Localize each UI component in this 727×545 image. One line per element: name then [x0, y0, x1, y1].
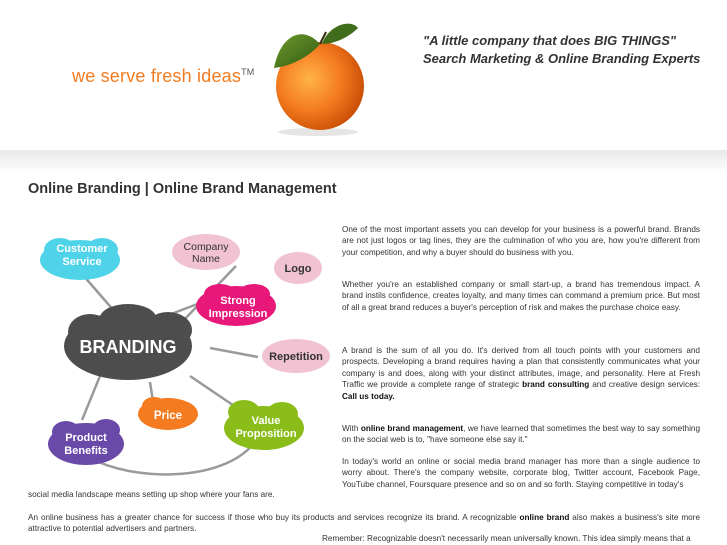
value-proposition-node: [224, 400, 304, 450]
branding-label: BRANDING: [79, 337, 177, 357]
company-name-label-2: Name: [191, 253, 221, 265]
paragraph-6: [28, 512, 700, 535]
paragraph-4: [342, 423, 700, 446]
paragraph-2: Whether you're an established company or small start-up, a brand has tremendous impact. A brand instils confidence, creates loyalty, and many times can command a premium price. But most of all a great brand reduces a buyer's perception of risk and makes the purchase choice easy.: [342, 280, 700, 312]
repetition-label: Repetition: [269, 351, 323, 363]
paragraph-3: [342, 345, 700, 402]
paragraph-5: In today's world an online or social media brand manager has more than a single audience to worry about. There's the company website, corporate blog, Twitter account, Facebook Page, YouTube channel, Foursquare presence and so on and so forth. Staying competitive in today's: [342, 457, 700, 489]
strong-impression-label-2: Impression: [208, 308, 268, 320]
trademark: TM: [241, 67, 255, 77]
paragraph-1: One of the most important assets you can develop for your business is a powerful brand. Brands are not just logos or tag lines, they are the culmination of who you are, how you're different from your competition, and why a buyer should do business with you.: [342, 225, 700, 257]
call-us-link[interactable]: Call us today.: [342, 391, 395, 401]
brand-consulting-link[interactable]: brand consulting: [522, 380, 590, 390]
paragraph-3-text-a: A brand is the sum of all you do. It's derived from all touch points with your customers and prospects. Developing a brand requires having a plan that consistently communicates what your company is and does, along with your distinct attributes, image, and personality. Here at Fresh Traffic we provide a complete range of strategic: [342, 346, 700, 390]
customer-service-label-1: Customer: [56, 243, 108, 255]
paragraph-3-text-b: and creative design services:: [589, 380, 700, 390]
online-brand-link[interactable]: online brand: [519, 513, 570, 522]
price-node: [138, 397, 198, 430]
slogan: [423, 32, 700, 68]
company-name-label-1: Company: [183, 241, 229, 253]
orange-logo-icon: [262, 14, 374, 136]
strong-impression-node: [196, 284, 276, 326]
paragraph-6-text-a: An online business has a greater chance for success if those who buy its products and services recognize its brand. A recognizable: [28, 513, 520, 522]
company-name-node: [172, 234, 240, 270]
tagline-part2: fresh ideas: [150, 66, 242, 86]
product-benefits-node: [48, 419, 124, 465]
product-benefits-label-1: Product: [65, 432, 107, 444]
branding-node: [64, 304, 192, 380]
price-label: Price: [153, 410, 183, 422]
page-title: Online Branding | Online Brand Management: [28, 181, 337, 197]
paragraph-4-text-b: , we have learned that sometimes the best way to say something on the social web is to, "have someone else say it.": [342, 424, 700, 445]
slogan-line2: Search Marketing & Online Branding Experts: [423, 51, 701, 66]
customer-service-label-2: Service: [62, 256, 102, 268]
logo-node: [274, 252, 322, 284]
customer-service-node: [40, 238, 120, 280]
online-brand-management-link[interactable]: online brand management: [360, 424, 464, 433]
value-proposition-label-2: Proposition: [235, 428, 297, 440]
paragraph-6-text-b: also makes a business's site more attractive to potential advertisers and partners.: [28, 513, 701, 534]
slogan-line1: "A little company that does BIG THINGS": [423, 33, 677, 48]
strong-impression-label-1: Strong: [220, 295, 256, 307]
site-tagline[interactable]: [72, 66, 254, 87]
paragraph-4-text-a: With: [342, 424, 361, 433]
header-shadow: [0, 150, 727, 174]
tagline-part1: we serve: [72, 66, 151, 86]
value-proposition-label-1: Value: [251, 415, 281, 427]
repetition-node: [262, 339, 330, 373]
page-header: [0, 0, 727, 151]
branding-diagram: [30, 222, 330, 484]
paragraph-7: Remember: Recognizable doesn't necessarily mean universally known. This idea simply means that a: [322, 534, 691, 543]
paragraph-5-continued: social media landscape means setting up shop where your fans are.: [28, 490, 275, 499]
product-benefits-label-2: Benefits: [64, 445, 108, 457]
logo-label: Logo: [284, 263, 312, 275]
